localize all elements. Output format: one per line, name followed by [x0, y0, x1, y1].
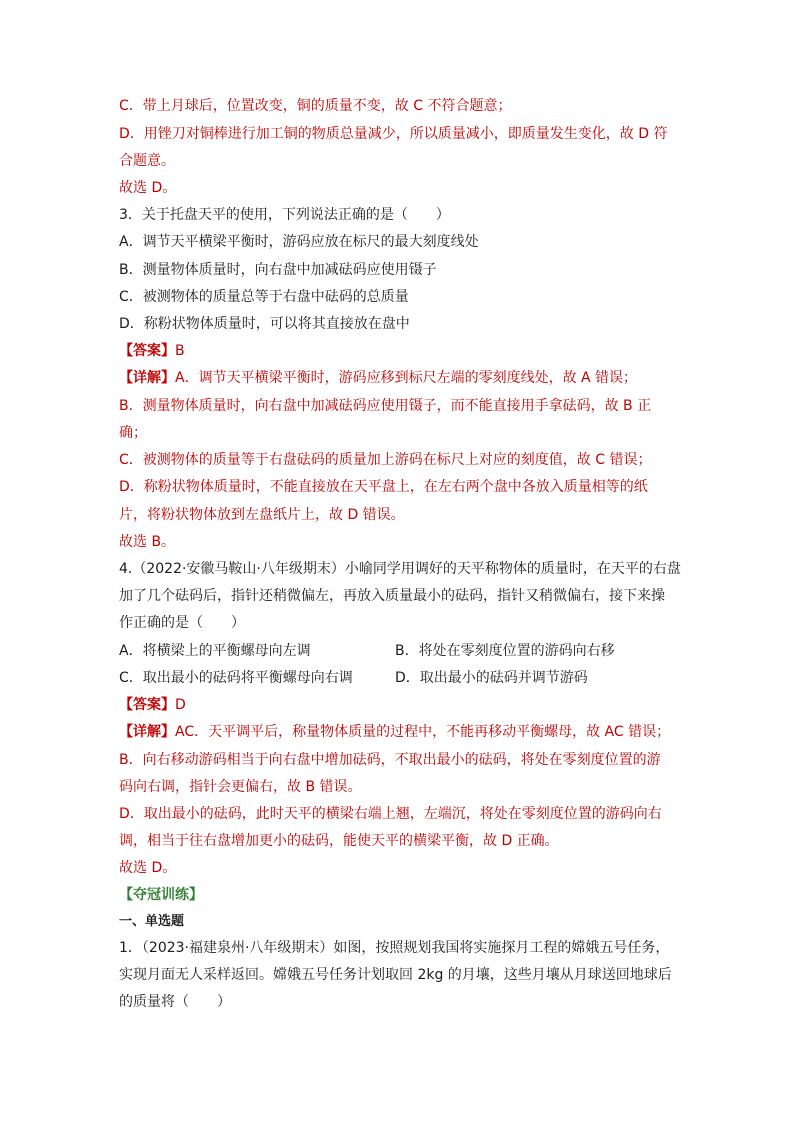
question-4-detail-1 — [119, 722, 670, 742]
question-4-stem-3: 作正确的是（ ） — [119, 615, 245, 631]
question-3-stem: 3．关于托盘天平的使用，下列说法正确的是（ ） — [119, 207, 450, 223]
question-3-detail-6: 片，将粉状物体放到左盘纸片上，故 D 错误。 — [119, 507, 405, 523]
question-4-choose: 故选 D。 — [119, 860, 177, 876]
question-3-answer — [119, 341, 185, 361]
practice-question-1-line-3: 的质量将（ ） — [119, 994, 231, 1010]
question-4-stem-2: 加了几个砝码后，指针还稍微偏左，再放入质量最小的砝码，指针又稍微偏右，接下来操 — [119, 588, 665, 604]
answer-value: B — [175, 343, 185, 359]
practice-question-1-line-1: 1．（2023·福建泉州·八年级期末）如图，按照规划我国将实施探月工程的嫦娥五号任务， — [119, 940, 670, 956]
question-4-option-b: B．将处在零刻度位置的游码向右移 — [395, 643, 615, 659]
question-3-option-a: A．调节天平横梁平衡时，游码应放在标尺的最大刻度线处 — [119, 234, 479, 250]
question-4-detail-5: 调，相当于往右盘增加更小的砝码，能使天平的横梁平衡，故 D 正确。 — [119, 833, 559, 849]
solution-line-d: D．用锉刀对铜棒进行加工铜的物质总量减少，所以质量减小，即质量发生变化，故 D 符 — [119, 126, 668, 142]
question-3-option-c: C．被测物体的质量总等于右盘中砝码的总质量 — [119, 289, 409, 305]
solution-line-c: C．带上月球后，位置改变，铜的质量不变，故 C 不符合题意； — [119, 98, 512, 114]
detail-text: A．调节天平横梁平衡时，游码应移到标尺左端的零刻度线处，故 A 错误； — [175, 370, 638, 386]
question-3-choose: 故选 B。 — [119, 534, 176, 550]
question-4-detail-2: B．向右移动游码相当于向右盘中增加砝码，不取出最小的砝码，将处在零刻度位置的游 — [119, 752, 661, 768]
section-title: 【夺冠训练】 — [119, 887, 203, 903]
question-3-detail-4: C．被测物体的质量等于右盘砝码的质量加上游码在标尺上对应的刻度值，故 C 错误； — [119, 452, 652, 468]
answer-tag: 【答案】 — [119, 343, 175, 359]
question-4-answer — [119, 695, 186, 715]
solution-line-d-cont: 合题意。 — [119, 153, 175, 169]
question-3-option-b: B．测量物体质量时，向右盘中加减砝码应使用镊子 — [119, 262, 437, 278]
solution-choose: 故选 D。 — [119, 180, 177, 196]
detail-text: AC．天平调平后，称量物体质量的过程中，不能再移动平衡螺母，故 AC 错误； — [175, 724, 671, 740]
question-3-detail-3: 确； — [119, 425, 147, 441]
question-4-stem-1: 4.（2022·安徽马鞍山·八年级期末）小喻同学用调好的天平称物体的质量时，在天平的右盘 — [119, 561, 681, 577]
question-3-option-d: D．称粉状物体质量时，可以将其直接放在盘中 — [119, 316, 410, 332]
question-3-detail-2: B．测量物体质量时，向右盘中加减砝码应使用镊子，而不能直接用手拿砝码，故 B 正 — [119, 398, 652, 414]
detail-tag: 【详解】 — [119, 724, 175, 740]
question-4-detail-3: 码向右调，指针会更偏右，故 B 错误。 — [119, 779, 362, 795]
question-4-option-d: D．取出最小的砝码并调节游码 — [395, 670, 588, 686]
question-4-option-a: A．将横梁上的平衡螺母向左调 — [119, 643, 311, 659]
practice-question-1-line-2: 实现月面无人采样返回。嫦娥五号任务计划取回 2kg 的月壤，这些月壤从月球送回地球后 — [119, 967, 672, 983]
question-4-option-c: C．取出最小的砝码将平衡螺母向右调 — [119, 670, 353, 686]
answer-value: D — [175, 697, 186, 713]
question-4-detail-4: D．取出最小的砝码，此时天平的横梁右端上翘，左端沉，将处在零刻度位置的游码向右 — [119, 806, 662, 822]
question-3-detail-1 — [119, 368, 637, 388]
section-subtitle: 一、单选题 — [119, 914, 185, 929]
answer-tag: 【答案】 — [119, 697, 175, 713]
detail-tag: 【详解】 — [119, 370, 175, 386]
question-3-detail-5: D．称粉状物体质量时，不能直接放在天平盘上，在左右两个盘中各放入质量相等的纸 — [119, 479, 648, 495]
